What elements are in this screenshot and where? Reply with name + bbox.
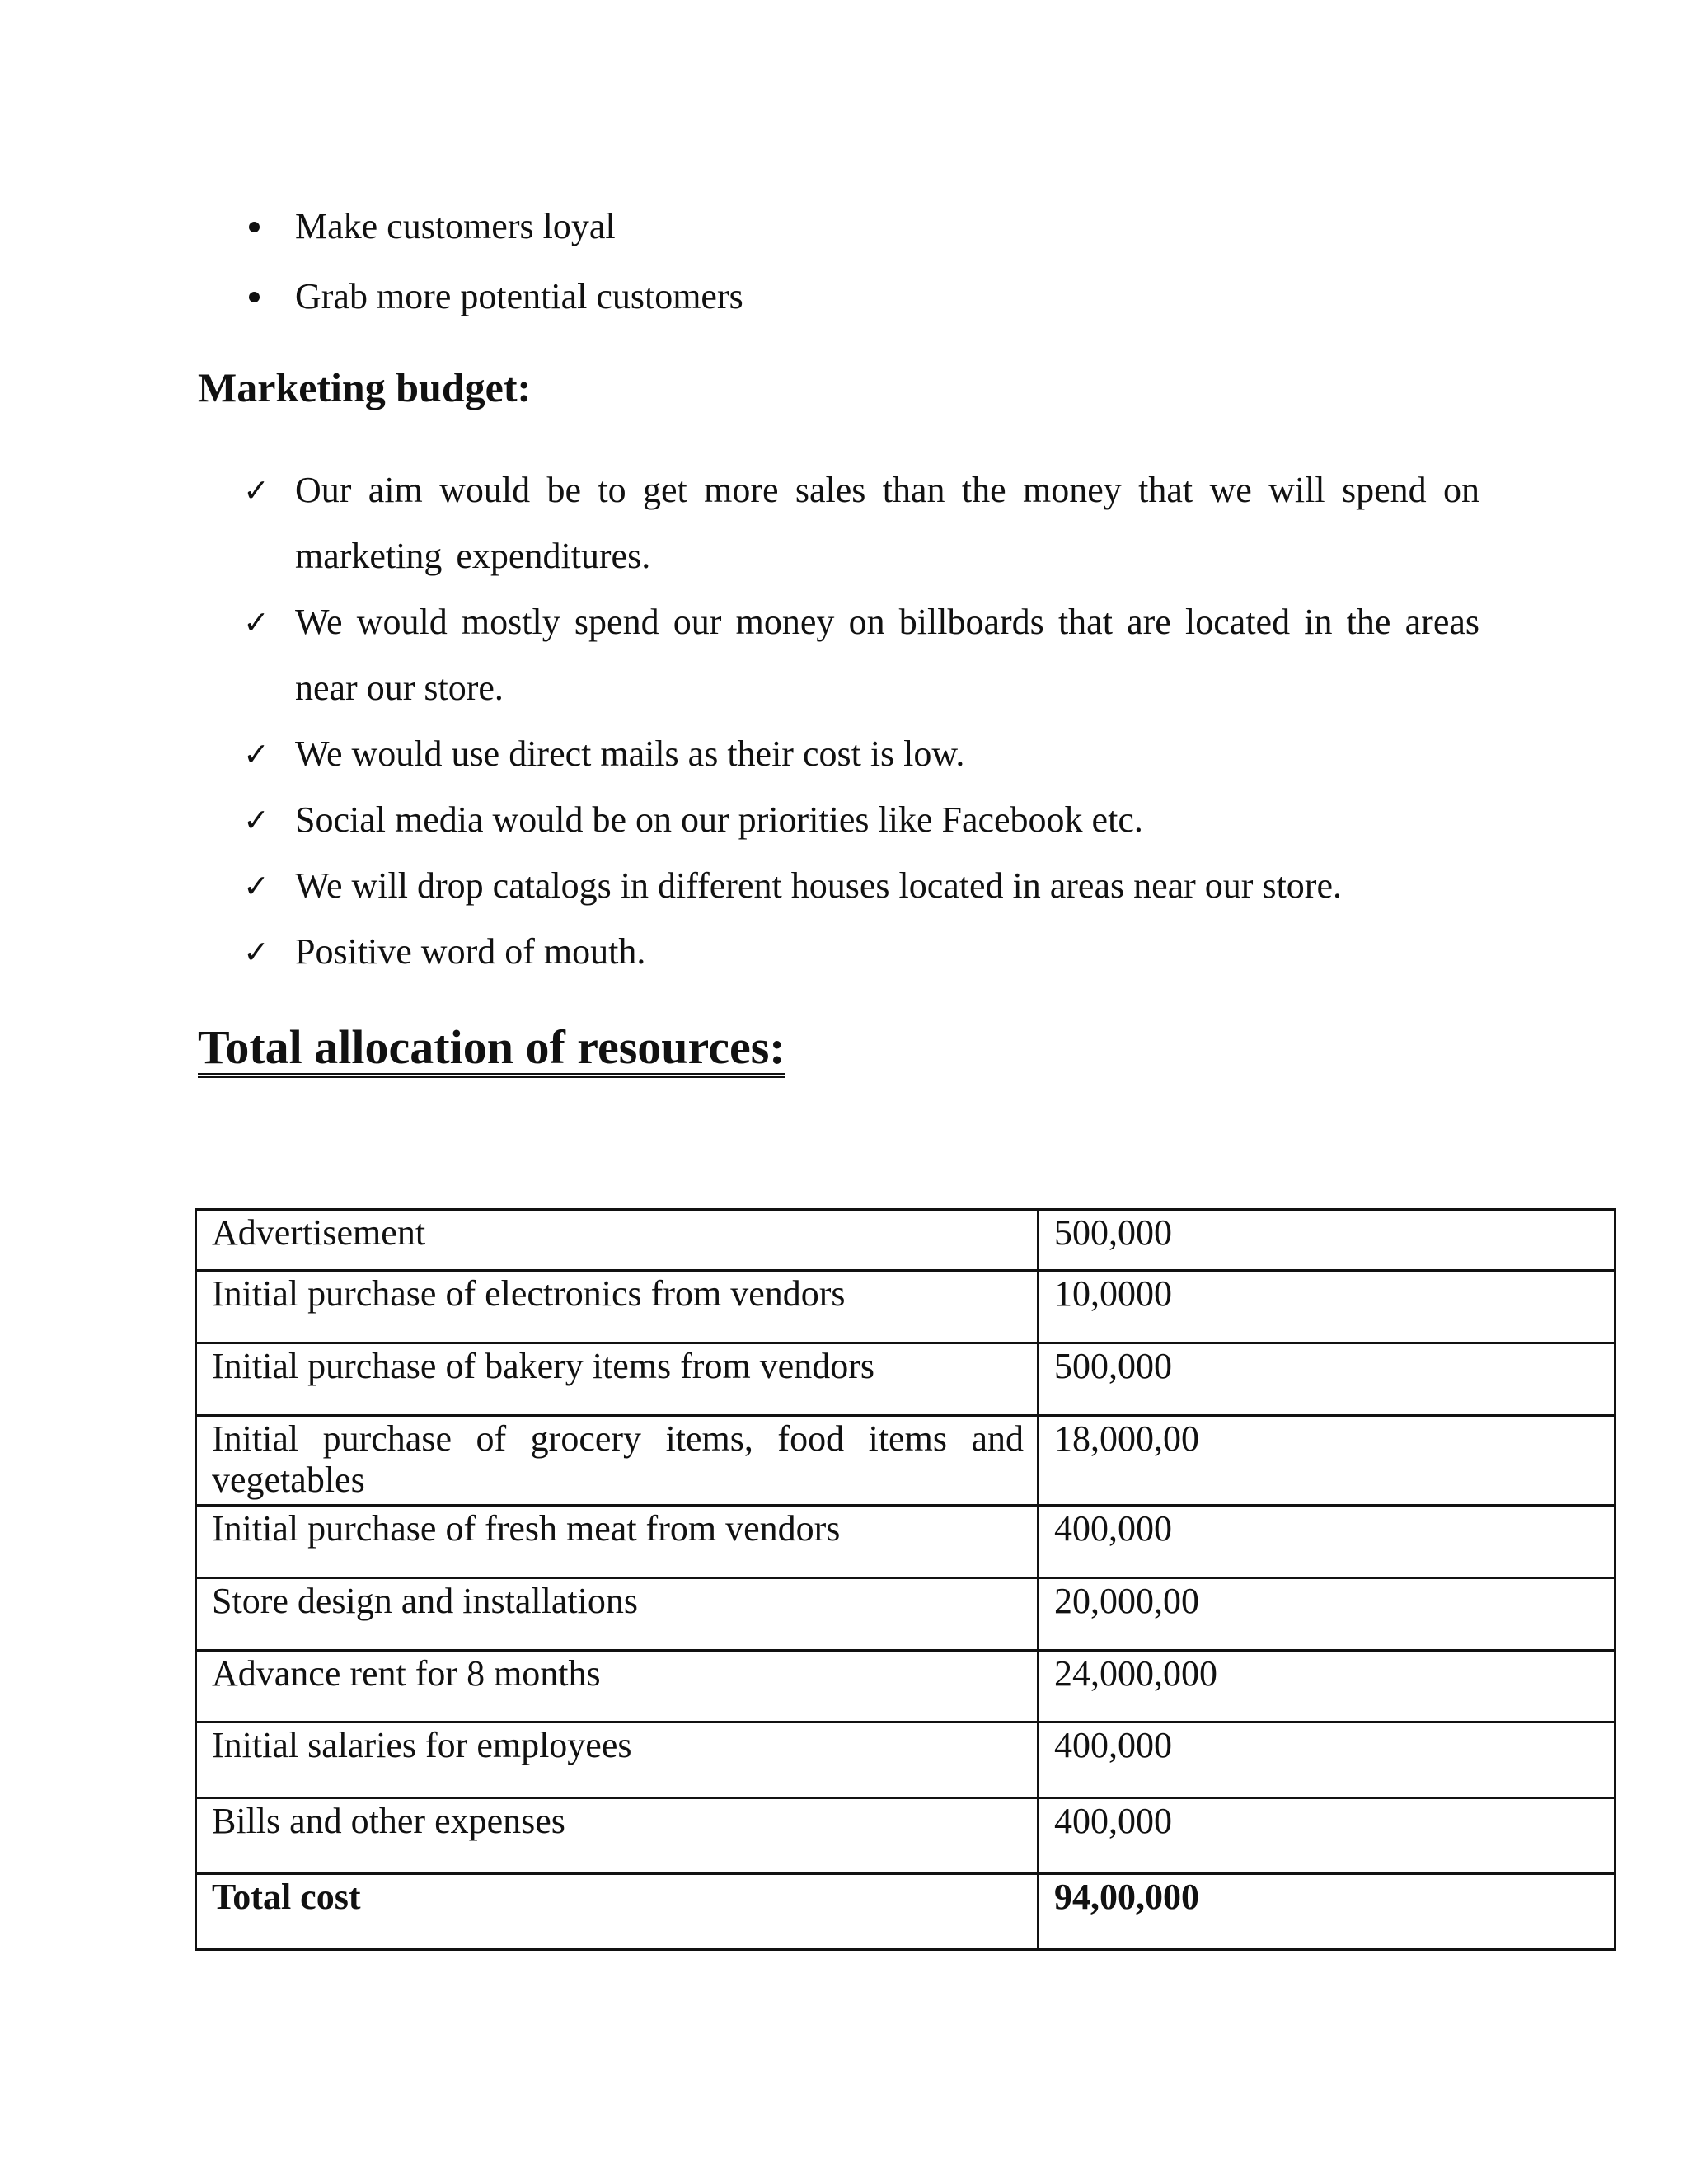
list-item xyxy=(243,853,1479,919)
list-item-text: Social media would be on our priorities like Facebook etc. xyxy=(295,799,1143,840)
table-row xyxy=(196,1416,1615,1506)
list-item xyxy=(243,261,743,331)
table-cell-label: Initial purchase of grocery items, food items and vegetables xyxy=(196,1416,1039,1506)
table-row xyxy=(196,1210,1615,1271)
table-cell-label: Initial purchase of electronics from vendors xyxy=(196,1271,1039,1343)
list-item-text: Positive word of mouth. xyxy=(295,931,646,972)
list-item xyxy=(243,191,743,261)
table-cell-label: Store design and installations xyxy=(196,1578,1039,1651)
table-cell-label: Initial purchase of fresh meat from vendors xyxy=(196,1506,1039,1578)
table-cell-value: 18,000,00 xyxy=(1039,1416,1615,1506)
table-cell-value: 10,0000 xyxy=(1039,1271,1615,1343)
checkmark-icon: ✓ xyxy=(243,604,270,640)
marketing-budget-heading: Marketing budget: xyxy=(198,364,532,410)
table-cell-label: Advertisement xyxy=(196,1210,1039,1271)
bullet-icon xyxy=(249,222,260,232)
marketing-budget-list xyxy=(243,457,1479,985)
checkmark-icon: ✓ xyxy=(243,736,270,772)
table-row xyxy=(196,1651,1615,1722)
table-row xyxy=(196,1271,1615,1343)
list-item-text: Grab more potential customers xyxy=(295,276,743,316)
list-item-text: We would use direct mails as their cost is low. xyxy=(295,733,965,774)
table-row xyxy=(196,1578,1615,1651)
bullet-icon xyxy=(249,292,260,302)
table-cell-label: Advance rent for 8 months xyxy=(196,1651,1039,1722)
table-cell-label: Bills and other expenses xyxy=(196,1798,1039,1874)
table-row-total xyxy=(196,1874,1615,1950)
table-row xyxy=(196,1798,1615,1874)
list-item-text: We would mostly spend our money on billboards that are located in the areas near our store. xyxy=(295,602,1479,708)
table-row xyxy=(196,1722,1615,1798)
list-item xyxy=(243,457,1479,589)
list-item-text: We will drop catalogs in different houses located in areas near our store. xyxy=(295,865,1342,906)
table-cell-label: Initial salaries for employees xyxy=(196,1722,1039,1798)
table-cell-value: 20,000,00 xyxy=(1039,1578,1615,1651)
allocation-table xyxy=(195,1208,1616,1951)
table-cell-label: Initial purchase of bakery items from vendors xyxy=(196,1343,1039,1416)
checkmark-icon: ✓ xyxy=(243,868,270,904)
table-cell-value: 400,000 xyxy=(1039,1722,1615,1798)
list-item xyxy=(243,589,1479,721)
checkmark-icon: ✓ xyxy=(243,802,270,838)
allocation-heading-text: Total allocation of resources: xyxy=(198,1022,785,1078)
table-cell-value: 400,000 xyxy=(1039,1798,1615,1874)
goals-bullet-list xyxy=(243,191,743,331)
list-item-text: Our aim would be to get more sales than the money that we will spend on marketing expenditures. xyxy=(295,470,1479,576)
table-cell-value: 24,000,000 xyxy=(1039,1651,1615,1722)
list-item xyxy=(243,787,1479,853)
total-label: Total cost xyxy=(196,1874,1039,1950)
total-value: 94,00,000 xyxy=(1039,1874,1615,1950)
list-item xyxy=(243,919,1479,985)
table-row xyxy=(196,1343,1615,1416)
checkmark-icon: ✓ xyxy=(243,472,270,509)
allocation-heading xyxy=(198,1019,785,1078)
table-cell-value: 400,000 xyxy=(1039,1506,1615,1578)
table-row xyxy=(196,1506,1615,1578)
table-cell-value: 500,000 xyxy=(1039,1343,1615,1416)
list-item xyxy=(243,721,1479,787)
table-cell-value: 500,000 xyxy=(1039,1210,1615,1271)
checkmark-icon: ✓ xyxy=(243,934,270,970)
list-item-text: Make customers loyal xyxy=(295,206,616,246)
